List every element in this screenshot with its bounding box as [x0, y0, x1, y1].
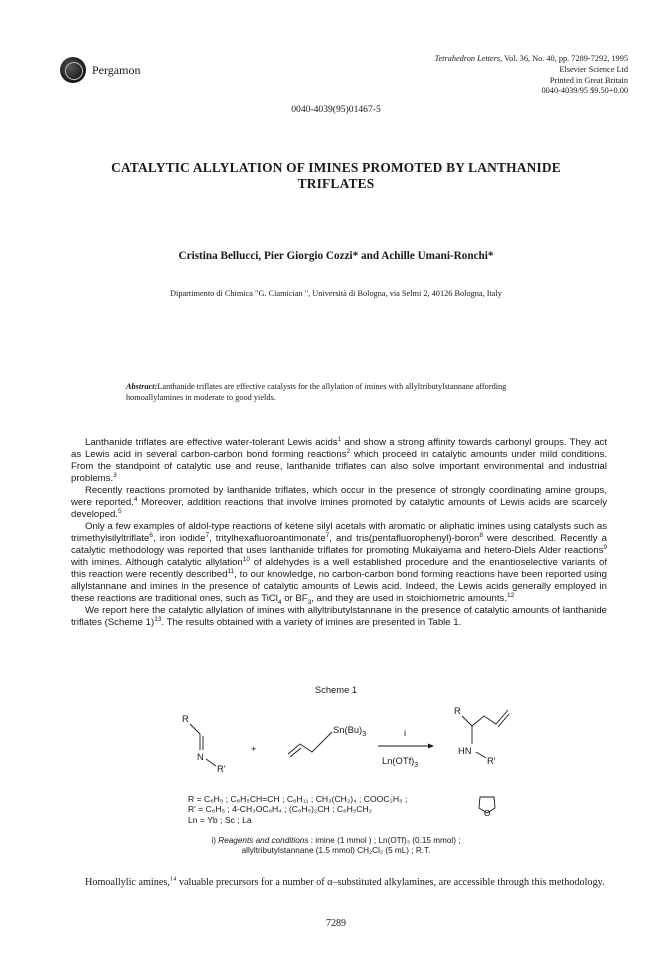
scheme-plus: + — [251, 743, 257, 754]
allyl-chain — [288, 740, 324, 754]
ref-9: 9 — [603, 543, 607, 551]
substituent-rp: R' = C₆H₅ ; 4-CH₃OC₆H₄ ; (C₆H₅)₂CH ; C₆H₅CH₂ — [188, 804, 372, 815]
paragraph-3: Only a few examples of aldol-type reactions of ketene silyl acetals with aromatic or aliphatic imines using catalysts such as trimethylsilyltriflate$^6$, iron iodide$^7$, tritylhexafluoroantimonate$^7$, and tris(pentafluorophenyl)-boron$^8$ were described. Recently a catalytic methodology was reported that uses lanthanide triflates for promoting Mukaiyama and hetero-Diels Alder reactions$^9$ with imines. Although catalytic allylation$^{10}$ of aldehydes is a well established procedure and the enantioselective variants of this reaction were recently described$^{11}$, to our knowledge, no carbon-carbon bond forming reactions have been reported using allylstannane and imines in the presence of catalytic amounts of Lewis acid. Indeed, the Lewis acids generally employed in these reactions are traditional ones, such as TiCl$_4$ or $BF_3$, and they are used in stoichiometric amounts.$^{12}$ — [71, 521, 607, 606]
reaction-conditions: i) Reagents and conditions : imine (1 mmol ) ; Ln(OTf)₃ (0.15 mmol) ; allyltributylstannane (1.5 mmol) CH₂Cl₂ (5 mL) ; R.T. — [0, 836, 672, 857]
scheme-r-label: R — [182, 713, 189, 724]
product-bond-r — [462, 716, 472, 726]
furan-ring-structure — [476, 794, 498, 816]
substituent-ln: Ln = Yb ; Sc ; La — [188, 814, 252, 825]
abstract-text: Lanthanide triflates are effective catalysts for the allylation of imines with allyltributylstannane affording homoallylamines in moderate to good yields. — [126, 382, 507, 402]
ref-1: 1 — [337, 435, 342, 443]
imine-bond-rp — [206, 759, 216, 766]
ref-6: 6 — [149, 531, 153, 539]
allyl-sn-bond — [324, 732, 332, 740]
abstract-label: Abstract: — [126, 382, 158, 391]
final-paragraph: Homoallylic amines,$^{14}$ valuable precursors for a number of α–substituted alkylamines, are accessible through this methodology. — [85, 875, 605, 888]
paragraph-4: We report here the catalytic allylation of imines with allyltributylstannane in the presence of catalytic amounts of lanthanide triflates (Scheme 1)$^{13}$. The results obtained with a variety of imines are presented in Table 1. — [71, 605, 607, 628]
ref-14: 14 — [169, 875, 177, 883]
furan-oxygen: O — [484, 809, 491, 816]
reaction-arrowhead — [428, 744, 434, 749]
scheme-rp-label: R' — [217, 763, 226, 774]
bf3-sub: 3 — [307, 598, 312, 606]
paragraph-1: Lanthanide triflates are effective water-tolerant Lewis acids$^1$ and show a strong affinity towards carbonyl groups. They act as Lewis acid in several carbon-carbon bond forming reactions$^2$ which proceed in catalytic amounts under mild conditions. From the standpoint of catalytic use and reuse, lanthanide triflates can also solve important environmental and industrial problems.$^3$ — [71, 435, 607, 484]
ref-3: 3 — [113, 471, 117, 479]
publisher-name: Pergamon — [92, 63, 141, 77]
pergamon-logo — [60, 57, 86, 83]
journal-line-printed: Printed in Great Britain — [549, 75, 628, 85]
conditions-line-2: allyltributylstannane (1.5 mmol) CH₂Cl₂ (5 mL) ; R.T. — [241, 846, 431, 856]
paper-title — [70, 160, 602, 192]
authors: Cristina Bellucci, Pier Giorgio Cozzi* and Achille Umani-Ronchi* — [178, 250, 494, 262]
product-bond-rp — [476, 752, 486, 758]
paragraph-2: Recently reactions promoted by lanthanide triflates, which occur in the presence of strongly coordinating amine groups, were reported.$^4$ Moreover, addition reactions that involve imines promoted by catalytic amounts of Lewis acids are scarcely developed.$^5$ — [71, 485, 607, 520]
ref-4: 4 — [133, 495, 138, 503]
title-line-2: TRIFLATES — [297, 176, 375, 191]
scheme-catalyst: $Ln(OTf)_3$ — [382, 755, 419, 769]
ref-7b: 7 — [325, 531, 330, 539]
scheme-product-r: R — [454, 705, 461, 716]
abstract — [126, 382, 556, 403]
scheme-snbu: $Sn(Bu)_3$ — [333, 724, 367, 738]
ticl4-sub: 4 — [277, 598, 282, 606]
ref-10: 10 — [242, 555, 251, 563]
substituent-list — [188, 794, 407, 825]
allyl-double-bond — [290, 748, 301, 757]
substituent-r: R = C₆H₅ ; C₆H₅CH=CH ; C₆H₁₁ ; CH₃(CH₂)₄ ; COOC₂H₅ ; — [188, 794, 408, 804]
conditions-label: Reagents and conditions — [218, 836, 309, 845]
ref-5: 5 — [117, 507, 122, 515]
scheme-title: Scheme 1 — [314, 684, 358, 695]
ref-13: 13 — [154, 615, 162, 623]
ref-7: 7 — [205, 531, 210, 539]
page-number: 7289 — [326, 918, 346, 929]
body-text — [71, 437, 607, 629]
title-line-1: CATALYTIC ALLYLATION OF IMINES PROMOTED BY LANTHANIDE — [111, 160, 561, 175]
imine-bond-r — [190, 724, 200, 734]
scheme-step-label: i — [404, 727, 407, 738]
ref-11: 11 — [227, 567, 235, 575]
journal-title: Tetrahedron Letters — [434, 54, 501, 63]
journal-volume: , Vol. 36, No. 40, pp. 7289-7292, 1995 — [500, 54, 628, 63]
scheme-n-label: N — [197, 751, 204, 762]
product-double-bond — [498, 714, 509, 727]
journal-line-price: 0040-4039/95 $9.50+0.00 — [541, 86, 628, 96]
ref-12: 12 — [507, 591, 515, 599]
scheme-hn-label: HN — [458, 745, 472, 756]
product-allyl-chain — [472, 710, 508, 726]
journal-line-publisher: Elsevier Science Ltd — [559, 64, 628, 74]
doi-code: 0040-4039(95)01467-5 — [291, 104, 381, 115]
affiliation: Dipartimento di Chimica "G. Ciamician ", Università di Bologna, via Selmi 2, 40126 Bologna, Italy — [170, 289, 502, 298]
journal-info — [435, 54, 628, 97]
ref-8: 8 — [479, 531, 483, 539]
ref-2: 2 — [346, 447, 351, 455]
scheme-product-rp: R' — [487, 755, 496, 766]
reaction-scheme — [120, 702, 560, 790]
